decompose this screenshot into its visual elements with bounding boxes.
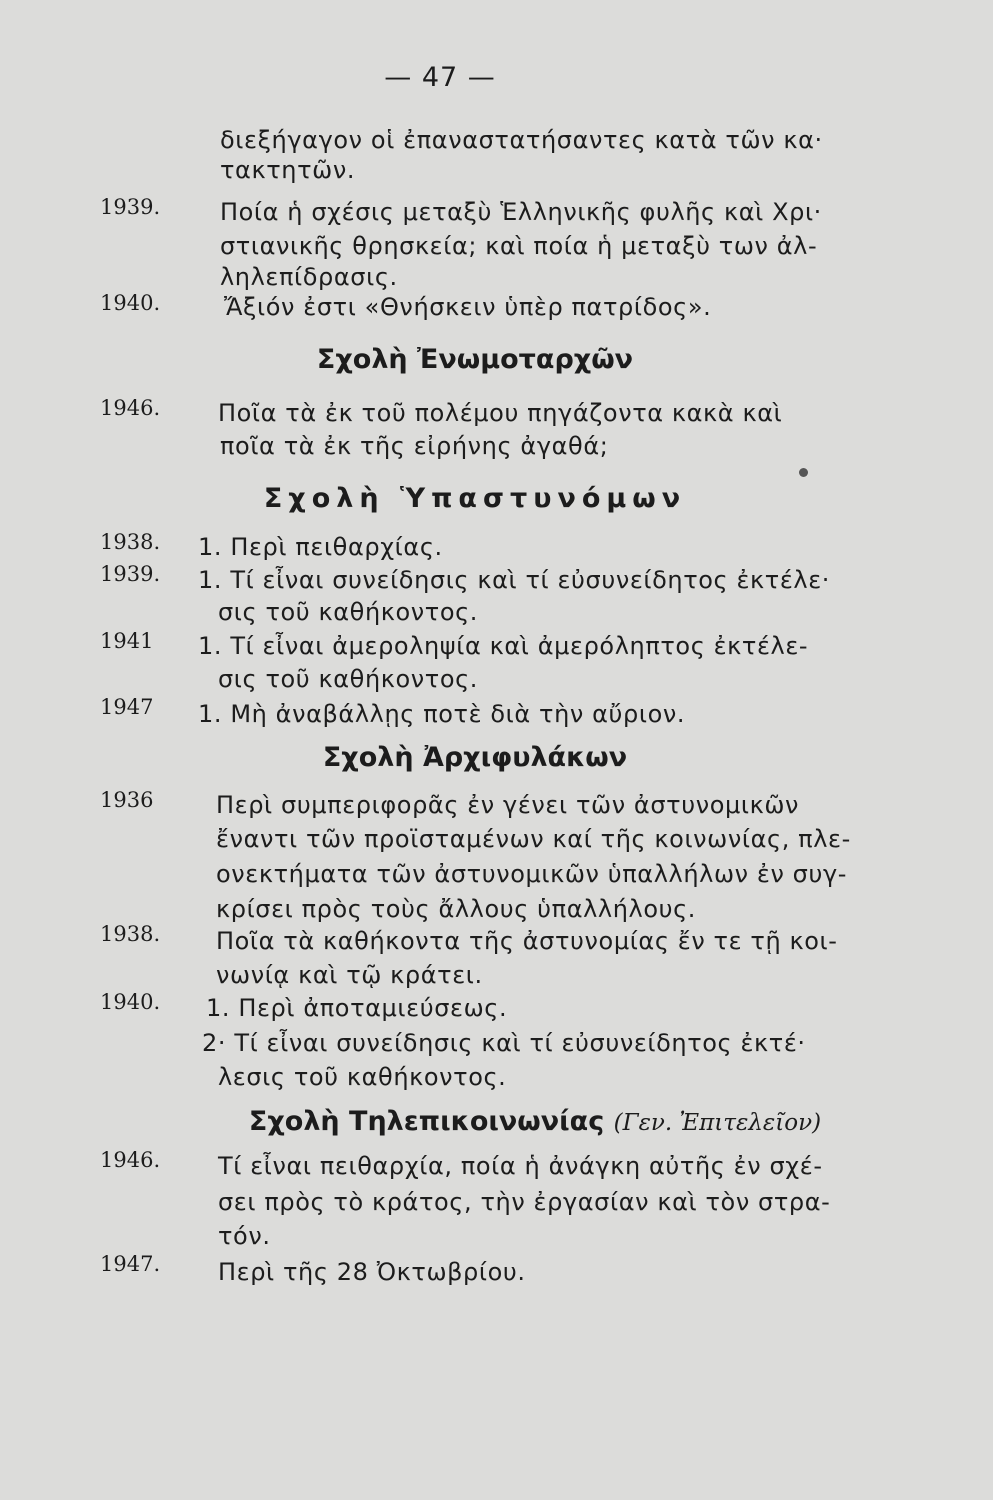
text-line: Τί εἶναι πειθαρχία, ποία ἡ ἀνάγκη αὐτῆς ἐν σχέ- [218,1152,823,1180]
section-heading: Σχολὴ Ἀρχιφυλάκων [322,742,628,773]
text-line: τακτητῶν. [220,156,356,184]
year-label: 1947 [100,695,154,719]
text-line: σις τοῦ καθήκοντος. [218,665,479,693]
text-line: Ποῖα τὰ καθήκοντα τῆς ἀστυνομίας ἔν τε τῇ κοι- [216,927,838,955]
ink-speck [799,468,808,477]
heading-note: (Γεν. Ἐπιτελεῖον) [613,1110,822,1136]
page-number: — 47 — [384,62,496,93]
text-line: 1. Τί εἶναι συνείδησις καὶ τί εὐσυνείδητος ἐκτέλε· [198,566,831,594]
section-heading: Σχολὴ Ὑπαστυνόμων [263,483,687,514]
year-label: 1940. [100,291,161,315]
text-line: νωνίᾳ καὶ τῷ κράτει. [216,961,483,989]
year-label: 1947. [100,1252,161,1276]
text-line: 1. Περὶ πειθαρχίας. [198,533,443,561]
text-line: 1. Μὴ ἀναβάλλῃς ποτὲ διὰ τὴν αὔριον. [198,700,686,728]
text-line: λεσις τοῦ καθήκοντος. [218,1063,507,1091]
year-label: 1940. [100,990,161,1014]
text-line: ονεκτήματα τῶν ἀστυνομικῶν ὑπαλλήλων ἐν συγ- [216,860,848,888]
text-line: ποῖα τὰ ἐκ τῆς εἰρήνης ἀγαθά; [220,432,609,460]
text-line: ληλεπίδρασις. [220,263,398,291]
year-label: 1946. [100,396,161,420]
year-label: 1938. [100,922,161,946]
text-line: κρίσει πρὸς τοὺς ἄλλους ὑπαλλήλους. [216,895,697,923]
year-label: 1938. [100,530,161,554]
year-label: 1939. [100,562,161,586]
section-heading: Σχολὴ Ἐνωμοταρχῶν [316,344,634,375]
text-line: Περὶ τῆς 28 Ὀκτωβρίου. [218,1258,526,1286]
text-line: 1. Τί εἶναι ἀμεροληψία καὶ ἀμερόληπτος ἐκτέλε- [198,632,809,660]
year-label: 1939. [100,195,161,219]
text-line: διεξήγαγον οἱ ἐπαναστατήσαντες κατὰ τῶν κα· [220,126,823,154]
text-line: Ποία ἡ σχέσις μεταξὺ Ἑλληνικῆς φυλῆς καὶ Χρι· [220,198,822,226]
year-label: 1936 [100,788,154,812]
text-line: Περὶ συμπεριφορᾶς ἐν γένει τῶν ἀστυνομικῶν [216,791,800,819]
text-line: στιανικῆς θρησκεία; καὶ ποία ἡ μεταξὺ των ἀλ- [220,232,818,260]
text-line: 1. Περὶ ἀποταμιεύσεως. [206,994,508,1022]
text-line: τόν. [218,1222,271,1250]
text-line: σις τοῦ καθήκοντος. [218,598,479,626]
text-line: ἔναντι τῶν προϊσταμένων καί τῆς κοινωνίας, πλε- [216,825,851,853]
year-label: 1946. [100,1148,161,1172]
section-heading [60,1106,993,1137]
heading-text: Σχολὴ Τηλεπικοινωνίας [248,1106,605,1137]
text-line: Ποῖα τὰ ἐκ τοῦ πολέμου πηγάζοντα κακὰ καὶ [218,399,783,427]
text-line: 2· Τί εἶναι συνείδησις καὶ τί εὐσυνείδητος ἐκτέ· [202,1029,806,1057]
year-label: 1941 [100,629,154,653]
text-line: Ἄξιόν ἐστι «Θνήσκειν ὑπὲρ πατρίδος». [224,293,712,321]
text-line: σει πρὸς τὸ κράτος, τὴν ἐργασίαν καὶ τὸν στρα- [218,1188,831,1216]
